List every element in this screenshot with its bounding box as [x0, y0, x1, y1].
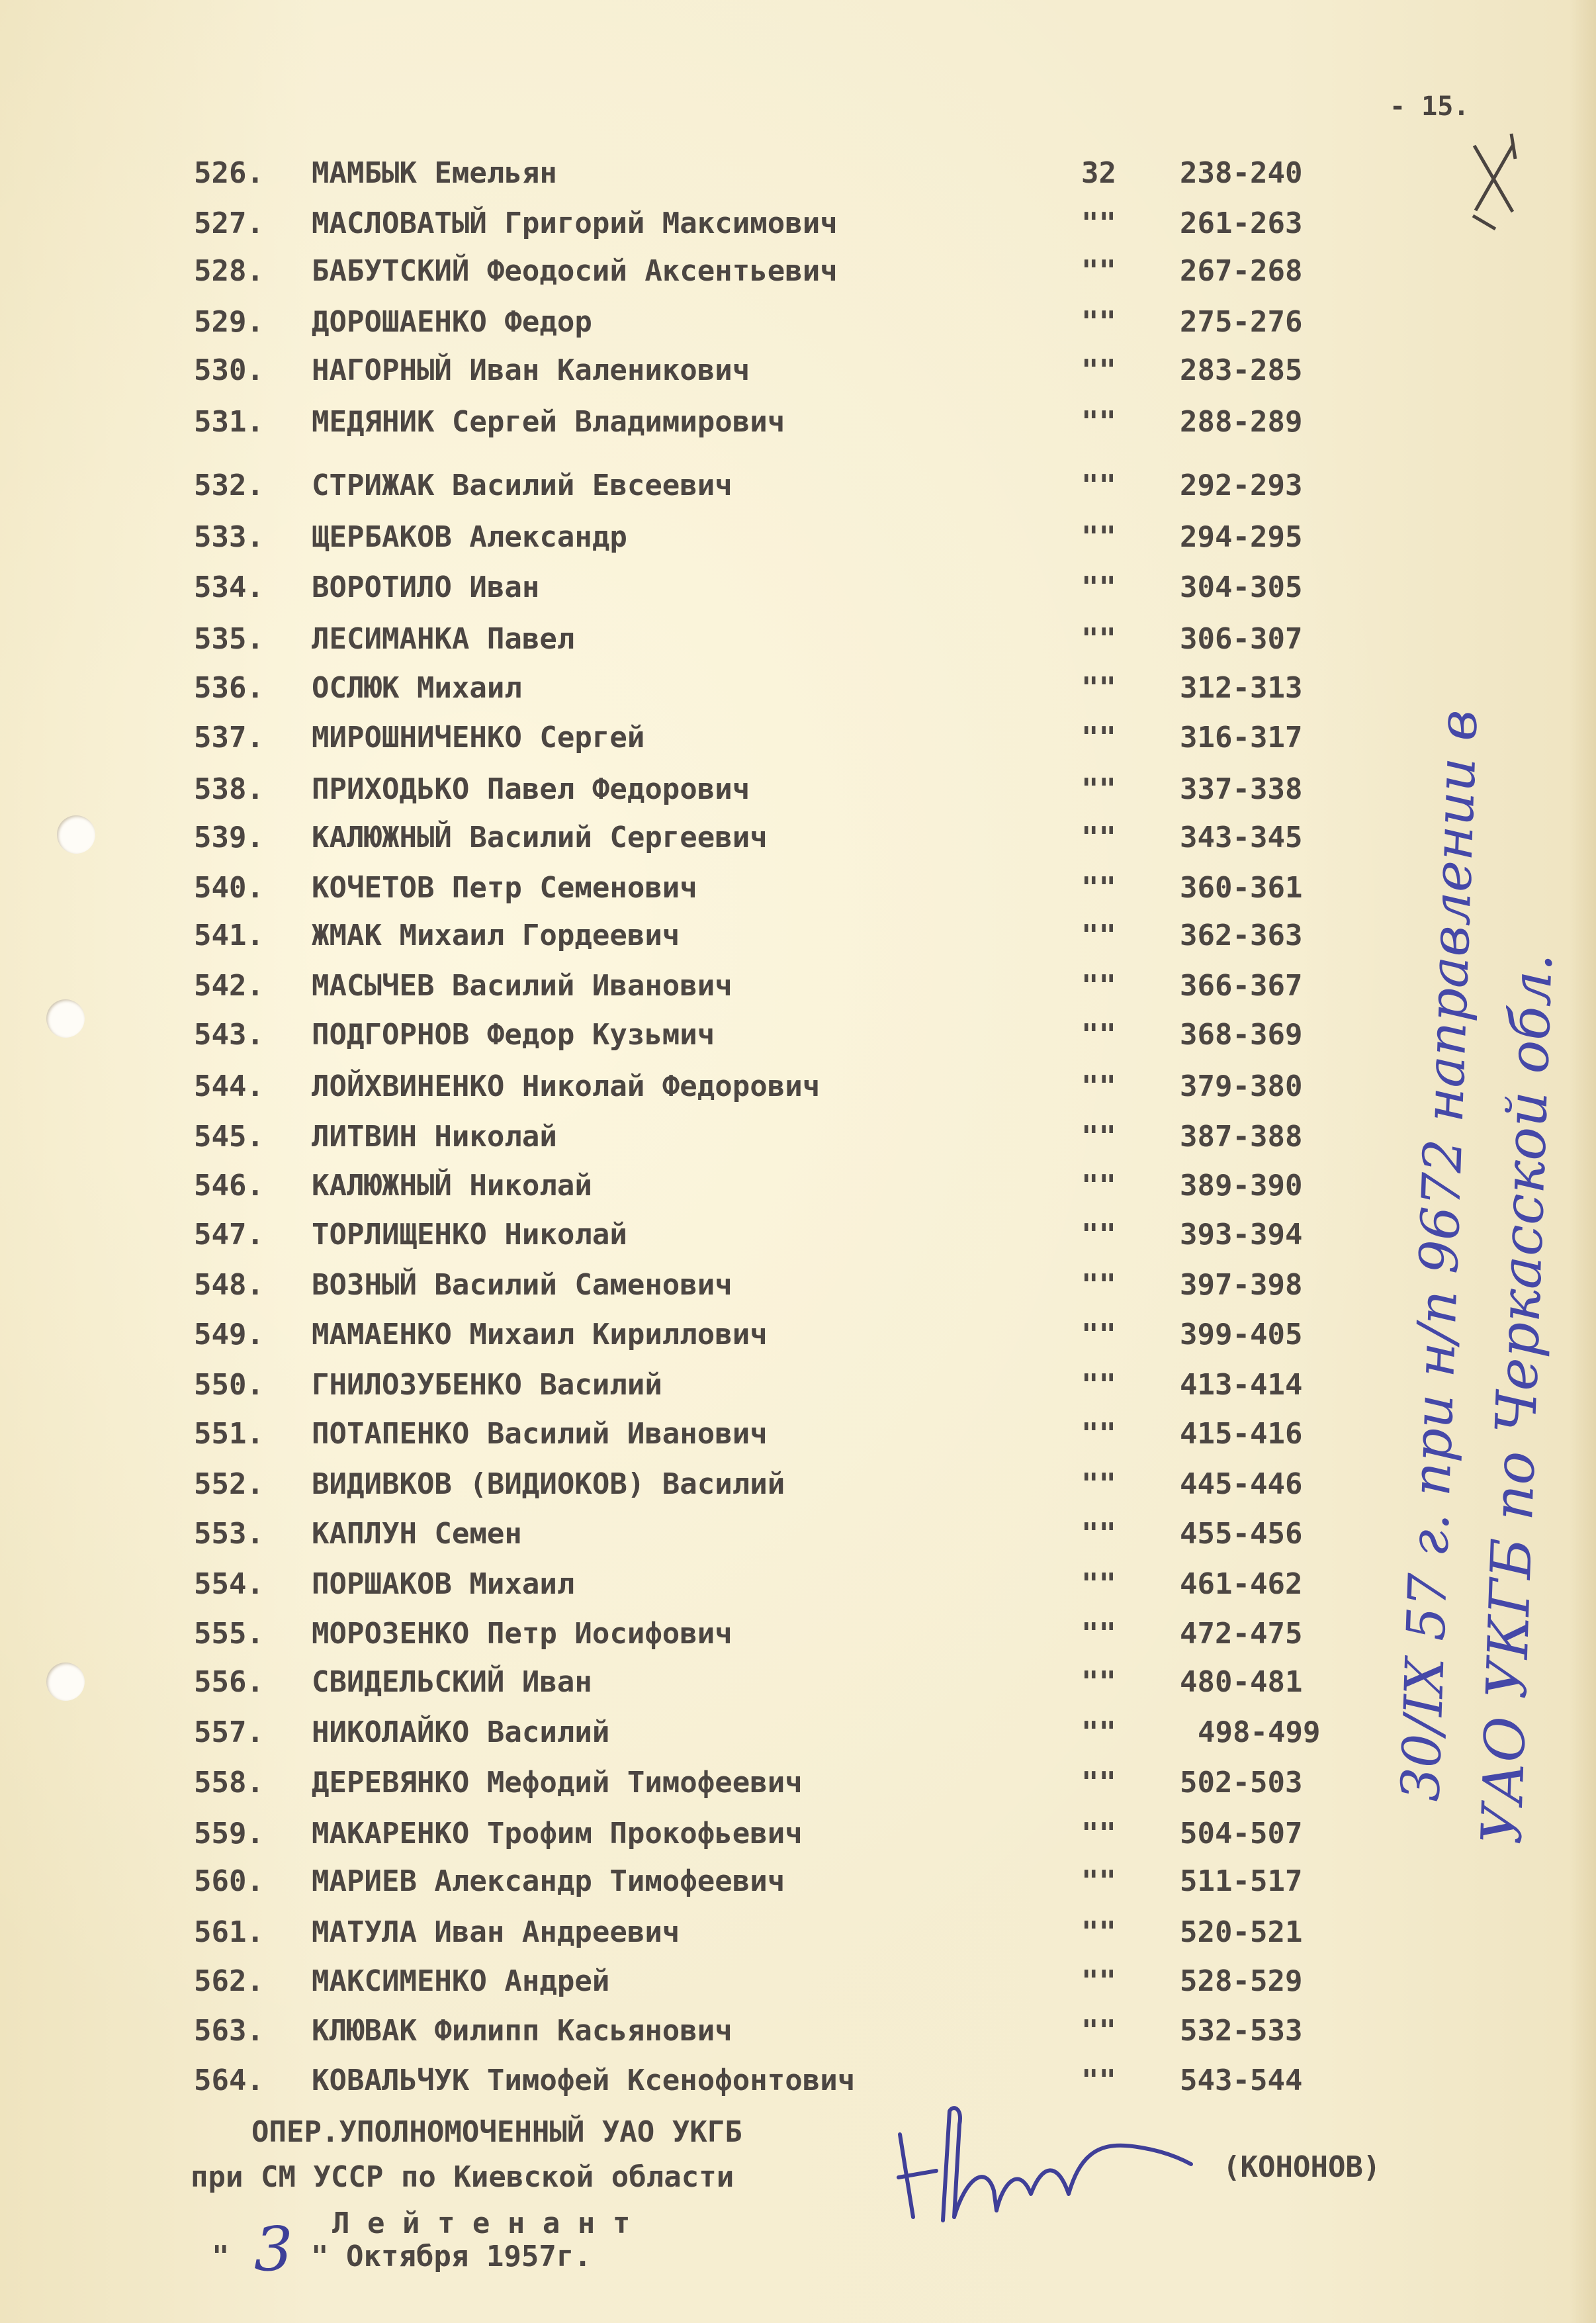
- list-item: [0, 2011, 1596, 2051]
- entry-name: ЩЕРБАКОВ Александр: [312, 520, 627, 554]
- list-item: [0, 1015, 1596, 1055]
- list-item: [0, 818, 1596, 858]
- entry-reference: "": [1081, 1368, 1116, 1402]
- page-number: - 15.: [1390, 91, 1470, 122]
- entry-number: 563.: [194, 2014, 264, 2048]
- entry-name: ПОРШАКОВ Михаил: [312, 1567, 575, 1601]
- entry-reference: "": [1081, 1120, 1116, 1154]
- entry-pages: 445-446: [1180, 1467, 1303, 1501]
- entry-number: 536.: [194, 671, 264, 705]
- signature-icon: [880, 2085, 1211, 2237]
- entry-reference: "": [1081, 520, 1116, 554]
- entry-reference: "": [1081, 1169, 1116, 1203]
- entry-reference: "": [1081, 353, 1116, 387]
- list-item: [0, 1215, 1596, 1255]
- footer-date-rest: " Октября 1957г.: [311, 2240, 592, 2273]
- entry-reference: "": [1081, 469, 1116, 502]
- entry-number: 532.: [194, 469, 264, 502]
- entry-pages: 368-369: [1180, 1018, 1303, 1052]
- entry-name: МАСЛОВАТЫЙ Григорий Максимович: [312, 206, 838, 240]
- entry-reference: "": [1081, 1417, 1116, 1451]
- entry-pages: 387-388: [1180, 1120, 1303, 1154]
- entry-number: 552.: [194, 1467, 264, 1501]
- entry-name: ЛИТВИН Николай: [312, 1120, 557, 1154]
- entry-pages: 343-345: [1180, 821, 1303, 854]
- entry-name: ГНИЛОЗУБЕНКО Василий: [312, 1368, 662, 1402]
- entry-number: 551.: [194, 1417, 264, 1451]
- entry-reference: "": [1081, 1318, 1116, 1351]
- entry-pages: 532-533: [1180, 2014, 1303, 2048]
- entry-reference: "": [1081, 2064, 1116, 2097]
- list-item: [0, 668, 1596, 708]
- entry-name: МАМБЫК Емельян: [312, 156, 557, 190]
- entry-reference: "": [1081, 1964, 1116, 1998]
- handwritten-margin-note-left: 30/IX 57 г. при н/п 9672 направлении в: [1390, 709, 1489, 1803]
- entry-name: МЕДЯНИК Сергей Владимирович: [312, 405, 785, 439]
- entry-number: 554.: [194, 1567, 264, 1601]
- list-item: [0, 2061, 1596, 2101]
- entry-name: ВИДИВКОВ (ВИДИОКОВ) Василий: [312, 1467, 785, 1501]
- list-item: [0, 1465, 1596, 1504]
- entry-pages: 306-307: [1180, 622, 1303, 656]
- entry-name: ПРИХОДЬКО Павел Федорович: [312, 772, 750, 806]
- list-item: [0, 718, 1596, 758]
- entry-pages: 337-338: [1180, 772, 1303, 806]
- entry-number: 555.: [194, 1617, 264, 1651]
- entry-number: 534.: [194, 570, 264, 604]
- list-item: [0, 518, 1596, 557]
- entry-number: 529.: [194, 305, 264, 339]
- entry-reference: "": [1081, 1864, 1116, 1898]
- entry-reference: "": [1081, 1467, 1116, 1501]
- entry-pages: 292-293: [1180, 469, 1303, 502]
- list-item: [0, 251, 1596, 291]
- entry-pages: 360-361: [1180, 871, 1303, 905]
- entry-number: 549.: [194, 1318, 264, 1351]
- entry-pages: 528-529: [1180, 1964, 1303, 1998]
- entry-pages: 543-544: [1180, 2064, 1303, 2097]
- entry-reference: "": [1081, 919, 1116, 952]
- entry-number: 564.: [194, 2064, 264, 2097]
- list-item: [0, 770, 1596, 809]
- entry-number: 531.: [194, 405, 264, 439]
- entry-number: 545.: [194, 1120, 264, 1154]
- handwritten-date-day: 3: [254, 2214, 293, 2285]
- entry-pages: 283-285: [1180, 353, 1303, 387]
- entry-pages: 415-416: [1180, 1417, 1303, 1451]
- entry-name: БАБУТСКИЙ Феодосий Аксентьевич: [312, 254, 838, 288]
- entry-number: 560.: [194, 1864, 264, 1898]
- entry-number: 535.: [194, 622, 264, 656]
- entry-name: КОЧЕТОВ Петр Семенович: [312, 871, 697, 905]
- entry-name: СТРИЖАК Василий Евсеевич: [312, 469, 732, 502]
- entry-reference: "": [1081, 969, 1116, 1003]
- entry-name: ПОТАПЕНКО Василий Иванович: [312, 1417, 768, 1451]
- footer-position: ОПЕР.УПОЛНОМОЧЕННЫЙ УАО УКГБ: [251, 2115, 742, 2149]
- entry-reference: "": [1081, 2014, 1116, 2048]
- entry-number: 553.: [194, 1517, 264, 1551]
- entry-reference: "": [1081, 1070, 1116, 1103]
- entry-reference: 32: [1081, 156, 1116, 190]
- entry-name: СВИДЕЛЬСКИЙ Иван: [312, 1665, 592, 1699]
- list-item: [0, 1713, 1596, 1753]
- list-item: [0, 1514, 1596, 1554]
- list-item: [0, 302, 1596, 342]
- footer-surname: (КОНОНОВ): [1223, 2150, 1381, 2184]
- entry-name: ОСЛЮК Михаил: [312, 671, 522, 705]
- entry-number: 540.: [194, 871, 264, 905]
- footer-rank: Л е й т е н а н т: [332, 2207, 631, 2240]
- list-item: [0, 1814, 1596, 1854]
- entry-name: МАКСИМЕНКО Андрей: [312, 1964, 610, 1998]
- entry-reference: "": [1081, 254, 1116, 288]
- list-item: [0, 402, 1596, 442]
- entry-pages: 362-363: [1180, 919, 1303, 952]
- list-item: [0, 1067, 1596, 1107]
- entry-pages: 267-268: [1180, 254, 1303, 288]
- entry-name: ТОРЛИЩЕНКО Николай: [312, 1218, 627, 1252]
- entry-reference: "": [1081, 1218, 1116, 1252]
- list-item: [0, 1663, 1596, 1702]
- entry-name: ДЕРЕВЯНКО Мефодий Тимофеевич: [312, 1766, 803, 1799]
- entry-number: 546.: [194, 1169, 264, 1203]
- entry-pages: 261-263: [1180, 206, 1303, 240]
- entry-reference: "": [1081, 1817, 1116, 1850]
- entry-number: 526.: [194, 156, 264, 190]
- entry-pages: 480-481: [1180, 1665, 1303, 1699]
- entry-name: КОВАЛЬЧУК Тимофей Ксенофонтович: [312, 2064, 856, 2097]
- entry-name: МАКАРЕНКО Трофим Прокофьевич: [312, 1817, 803, 1850]
- entry-pages: 498-499: [1198, 1715, 1321, 1749]
- entry-number: 530.: [194, 353, 264, 387]
- entry-reference: "": [1081, 305, 1116, 339]
- entry-number: 561.: [194, 1915, 264, 1949]
- entry-name: КАЛЮЖНЫЙ Николай: [312, 1169, 592, 1203]
- entry-name: ВОЗНЫЙ Василий Саменович: [312, 1268, 732, 1302]
- entry-number: 537.: [194, 721, 264, 754]
- entry-pages: 316-317: [1180, 721, 1303, 754]
- entry-pages: 502-503: [1180, 1766, 1303, 1799]
- list-item: [0, 1913, 1596, 1952]
- entry-name: МАМАЕНКО Михаил Кириллович: [312, 1318, 768, 1351]
- list-item: [0, 619, 1596, 659]
- entry-reference: "": [1081, 206, 1116, 240]
- entry-number: 556.: [194, 1665, 264, 1699]
- footer-organization: при СМ УССР по Киевской области: [191, 2160, 734, 2194]
- entry-number: 538.: [194, 772, 264, 806]
- entry-number: 541.: [194, 919, 264, 952]
- list-item: [0, 868, 1596, 908]
- list-item: [0, 1166, 1596, 1206]
- footer-date-prefix: ": [212, 2240, 230, 2273]
- entry-name: НАГОРНЫЙ Иван Каленикович: [312, 353, 750, 387]
- entry-reference: "": [1081, 405, 1116, 439]
- list-item: [0, 1763, 1596, 1803]
- list-item: [0, 1265, 1596, 1305]
- entry-pages: 461-462: [1180, 1567, 1303, 1601]
- list-item: [0, 154, 1596, 193]
- entry-number: 562.: [194, 1964, 264, 1998]
- list-item: [0, 204, 1596, 244]
- entry-name: МАРИЕВ Александр Тимофеевич: [312, 1864, 785, 1898]
- entry-reference: "": [1081, 570, 1116, 604]
- entry-name: МАТУЛА Иван Андреевич: [312, 1915, 680, 1949]
- entry-reference: "": [1081, 1715, 1116, 1749]
- entry-reference: "": [1081, 1567, 1116, 1601]
- entry-reference: "": [1081, 1268, 1116, 1302]
- entry-reference: "": [1081, 671, 1116, 705]
- handwritten-margin-note-right: УАО УКГБ по Черкасской обл.: [1469, 952, 1565, 1846]
- entry-pages: 520-521: [1180, 1915, 1303, 1949]
- entry-reference: "": [1081, 821, 1116, 854]
- entry-reference: "": [1081, 1915, 1116, 1949]
- entry-name: КЛЮВАК Филипп Касьянович: [312, 2014, 732, 2048]
- entry-pages: 472-475: [1180, 1617, 1303, 1651]
- entry-name: ПОДГОРНОВ Федор Кузьмич: [312, 1018, 715, 1052]
- entry-number: 542.: [194, 969, 264, 1003]
- entry-pages: 504-507: [1180, 1817, 1303, 1850]
- entry-reference: "": [1081, 1617, 1116, 1651]
- list-item: [0, 1962, 1596, 2001]
- entry-name: МАСЫЧЕВ Василий Иванович: [312, 969, 732, 1003]
- entry-number: 544.: [194, 1070, 264, 1103]
- entry-number: 547.: [194, 1218, 264, 1252]
- list-item: [0, 1614, 1596, 1654]
- entry-name: МИРОШНИЧЕНКО Сергей: [312, 721, 645, 754]
- list-item: [0, 1365, 1596, 1405]
- list-item: [0, 568, 1596, 608]
- entry-number: 527.: [194, 206, 264, 240]
- entry-number: 559.: [194, 1817, 264, 1850]
- entry-number: 533.: [194, 520, 264, 554]
- entry-pages: 389-390: [1180, 1169, 1303, 1203]
- entry-pages: 238-240: [1180, 156, 1303, 190]
- entry-pages: 511-517: [1180, 1864, 1303, 1898]
- list-item: [0, 1117, 1596, 1157]
- entry-pages: 455-456: [1180, 1517, 1303, 1551]
- entry-name: ЛЕСИМАНКА Павел: [312, 622, 575, 656]
- entry-reference: "": [1081, 1766, 1116, 1799]
- entry-reference: "": [1081, 871, 1116, 905]
- entry-pages: 399-405: [1180, 1318, 1303, 1351]
- list-item: [0, 1862, 1596, 1901]
- entry-name: КАПЛУН Семен: [312, 1517, 522, 1551]
- entry-reference: "": [1081, 622, 1116, 656]
- entry-name: ЛОЙХВИНЕНКО Николай Федорович: [312, 1070, 820, 1103]
- entry-pages: 366-367: [1180, 969, 1303, 1003]
- entry-pages: 312-313: [1180, 671, 1303, 705]
- entry-reference: "": [1081, 1665, 1116, 1699]
- entry-pages: 304-305: [1180, 570, 1303, 604]
- entry-name: КАЛЮЖНЫЙ Василий Сергеевич: [312, 821, 768, 854]
- list-item: [0, 1315, 1596, 1355]
- list-item: [0, 1414, 1596, 1454]
- entry-pages: 397-398: [1180, 1268, 1303, 1302]
- entry-pages: 275-276: [1180, 305, 1303, 339]
- entry-pages: 379-380: [1180, 1070, 1303, 1103]
- entry-number: 528.: [194, 254, 264, 288]
- list-item: [0, 1565, 1596, 1604]
- entry-name: ЖМАК Михаил Гордеевич: [312, 919, 680, 952]
- entry-name: ДОРОШАЕНКО Федор: [312, 305, 592, 339]
- list-item: [0, 466, 1596, 506]
- entry-pages: 413-414: [1180, 1368, 1303, 1402]
- entry-number: 539.: [194, 821, 264, 854]
- entry-reference: "": [1081, 721, 1116, 754]
- entry-name: НИКОЛАЙКО Василий: [312, 1715, 610, 1749]
- entry-name: ВОРОТИЛО Иван: [312, 570, 540, 604]
- entry-number: 548.: [194, 1268, 264, 1302]
- list-item: [0, 351, 1596, 390]
- entry-reference: "": [1081, 1517, 1116, 1551]
- entry-pages: 294-295: [1180, 520, 1303, 554]
- entry-name: МОРОЗЕНКО Петр Иосифович: [312, 1617, 732, 1651]
- entry-number: 550.: [194, 1368, 264, 1402]
- list-item: [0, 966, 1596, 1006]
- entry-number: 543.: [194, 1018, 264, 1052]
- entry-number: 558.: [194, 1766, 264, 1799]
- entry-pages: 393-394: [1180, 1218, 1303, 1252]
- list-item: [0, 916, 1596, 956]
- entry-pages: 288-289: [1180, 405, 1303, 439]
- entry-reference: "": [1081, 1018, 1116, 1052]
- entry-reference: "": [1081, 772, 1116, 806]
- entry-number: 557.: [194, 1715, 264, 1749]
